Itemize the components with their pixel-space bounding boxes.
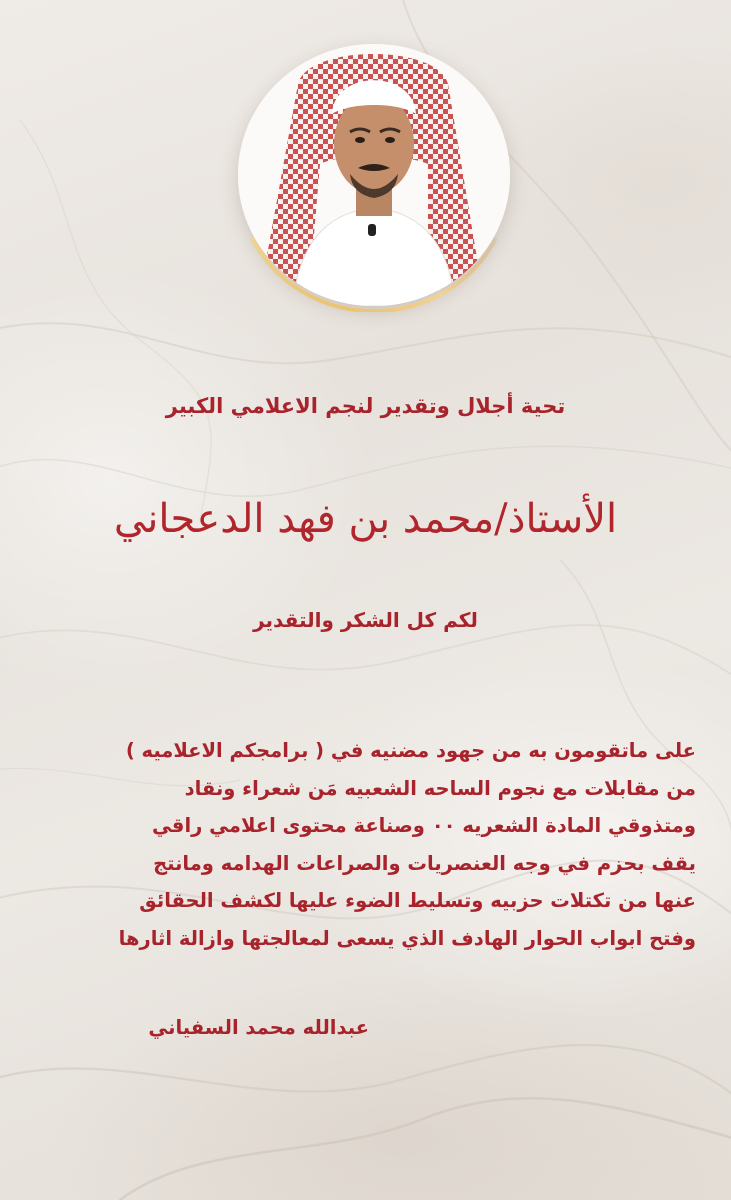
body-line: على ماتقومون به من جهود مضنيه في ( برامجكم الاعلاميه )	[125, 739, 696, 762]
portrait-photo	[238, 44, 510, 306]
appreciation-paragraph	[56, 732, 696, 957]
greeting-heading: تحية أجلال وتقدير لنجم الاعلامي الكبير	[165, 394, 566, 418]
body-line: من مقابلات مع نجوم الساحه الشعبيه مَن شعراء ونقاد	[184, 776, 696, 800]
body-line: ومتذوقي المادة الشعريه ٠٠ وصناعة محتوى اعلامي راقي	[151, 814, 696, 837]
body-line: وفتح ابواب الحوار الهادف الذي يسعى لمعالجتها وازالة اثارها	[118, 926, 696, 950]
thanks-heading: لكم كل الشكر والتقدير	[253, 608, 478, 632]
body-line: عنها من تكتلات حزبيه وتسليط الضوء عليها لكشف الحقائق	[139, 889, 696, 912]
signature: عبدالله محمد السفياني	[148, 1016, 369, 1039]
honoree-name: الأستاذ/محمد بن فهد الدعجاني	[113, 496, 618, 542]
body-line: يقف بحزم في وجه العنصريات والصراعات الهدامه ومانتج	[153, 851, 696, 875]
man-portrait-illustration	[238, 44, 510, 306]
